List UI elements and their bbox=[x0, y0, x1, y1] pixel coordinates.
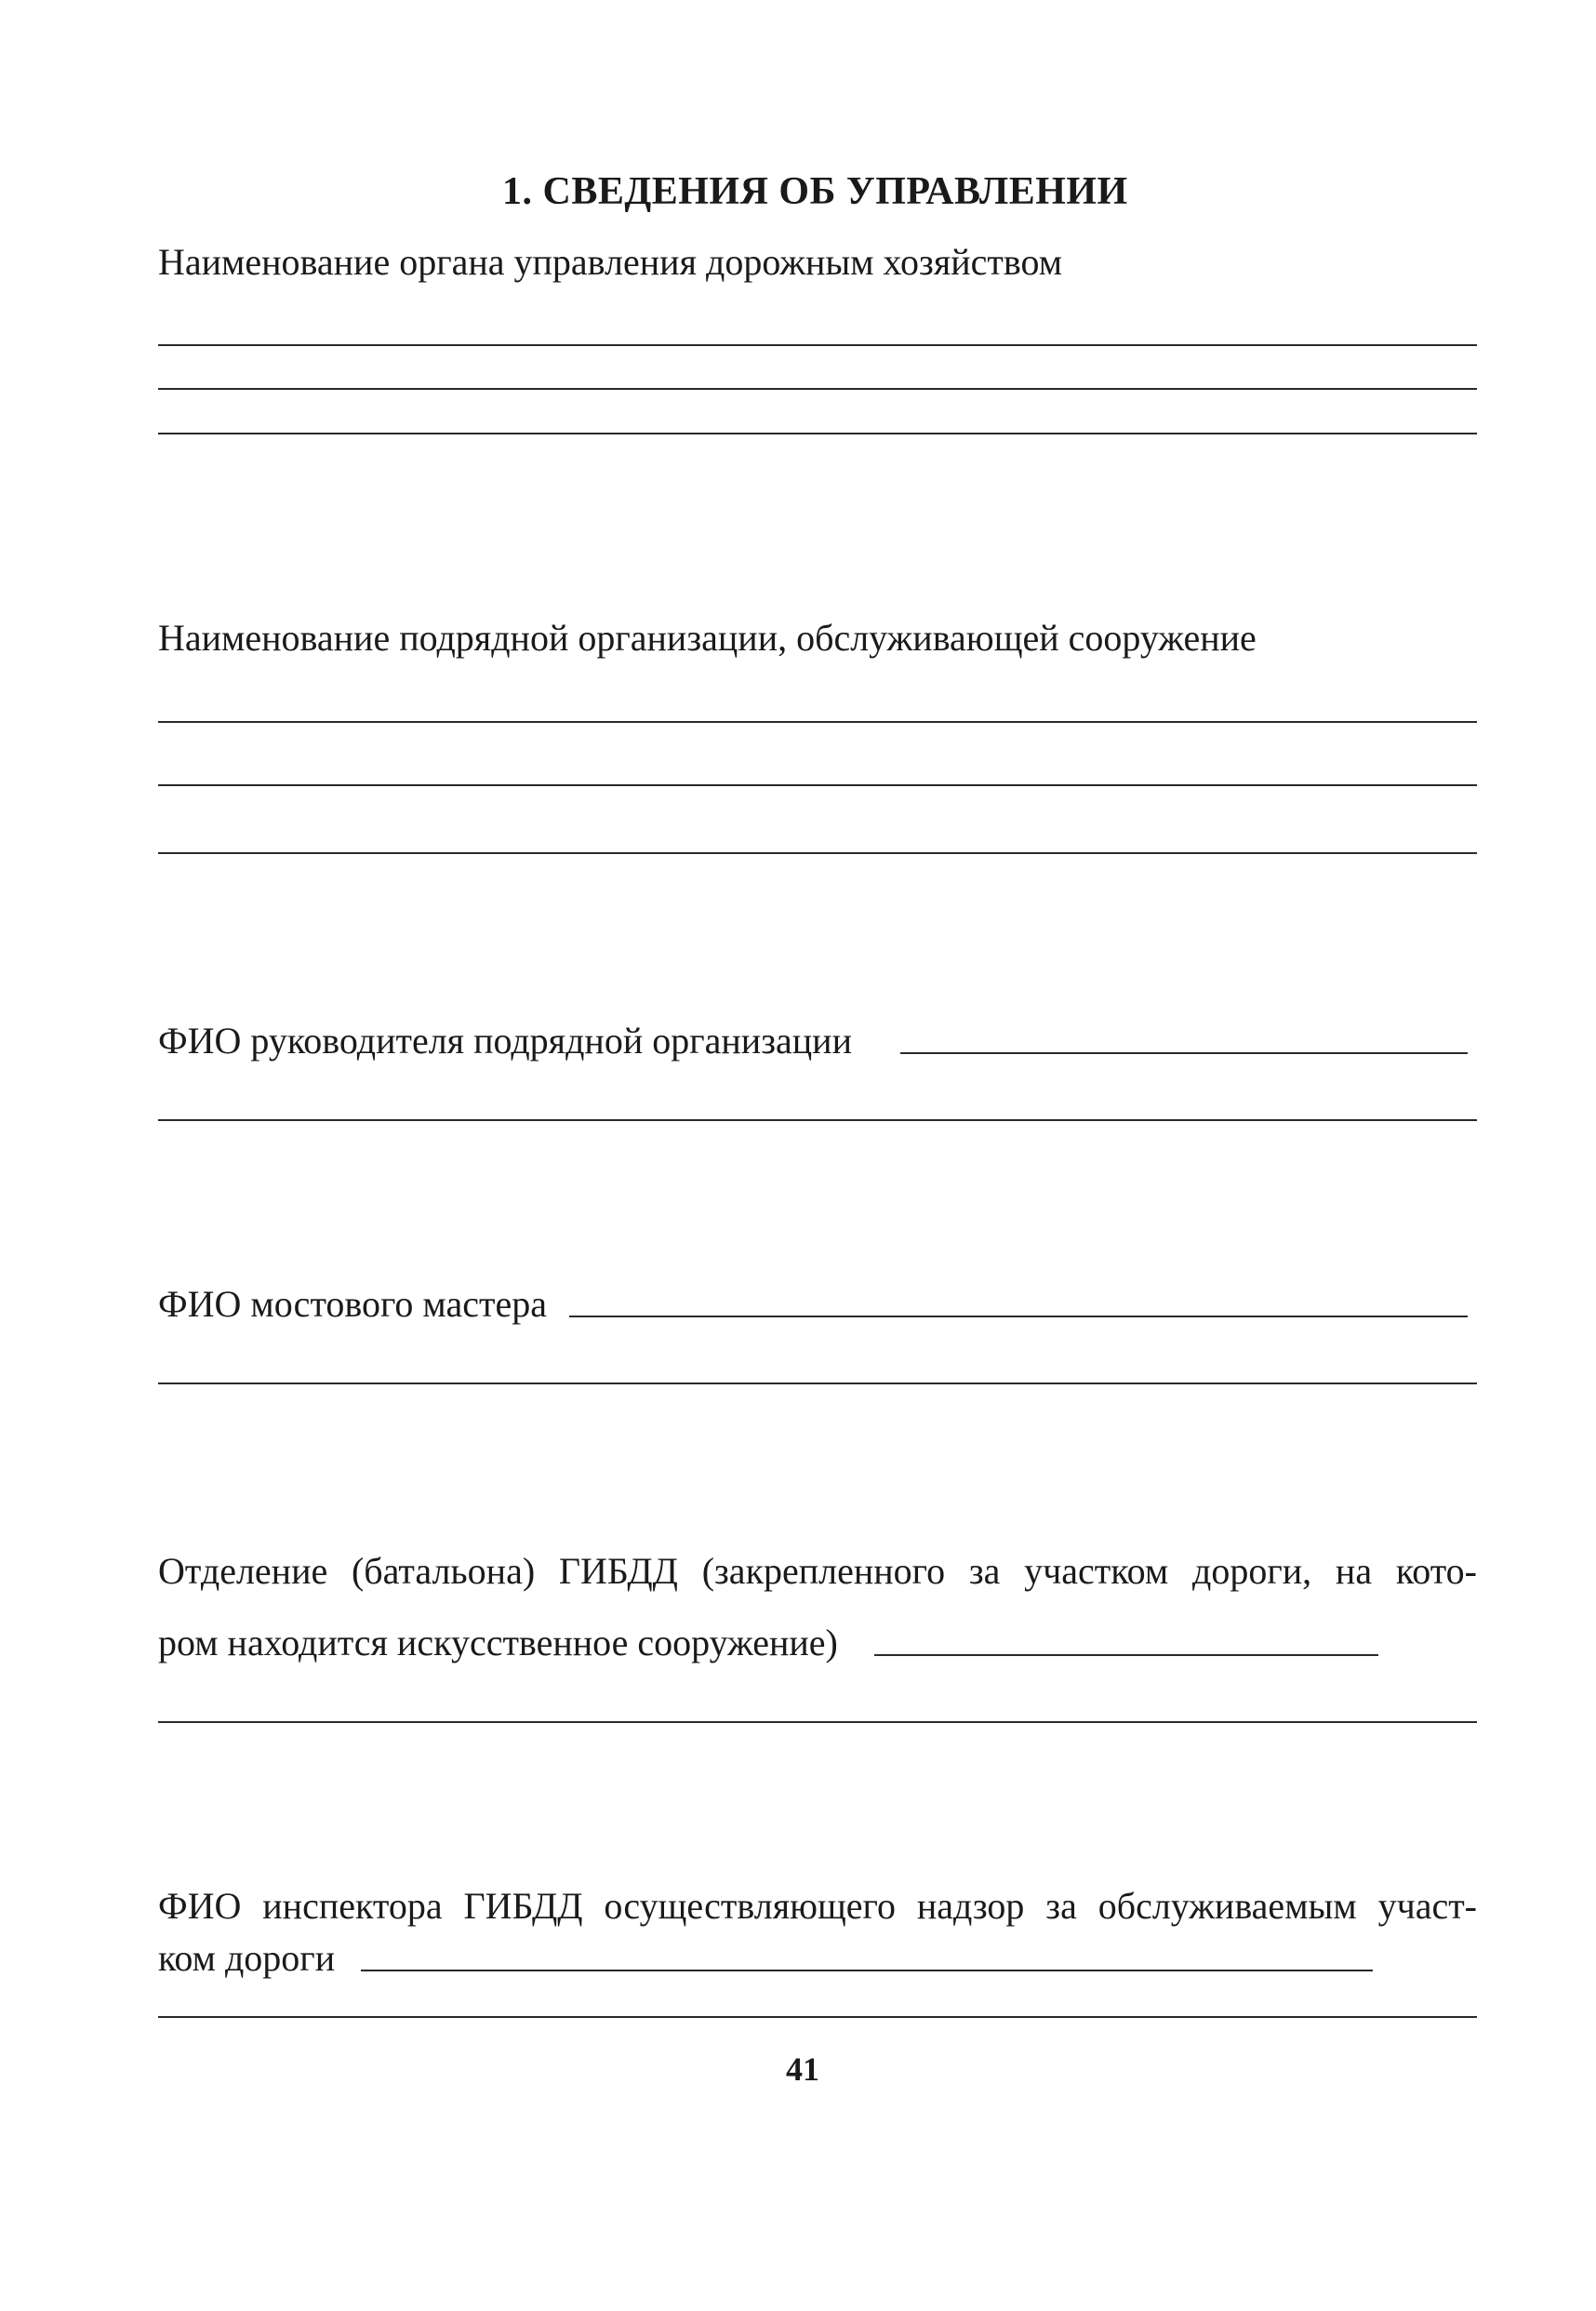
bridge-master-label: ФИО мостового мастера bbox=[158, 1283, 547, 1325]
contractor-head-line-2[interactable] bbox=[158, 1119, 1477, 1121]
contractor-head-label: ФИО руководителя подрядной организации bbox=[158, 1020, 852, 1062]
contractor-line-3[interactable] bbox=[158, 852, 1477, 854]
gibdd-inspector-label-line-2: ком дороги bbox=[158, 1937, 336, 1979]
road-authority-line-1[interactable] bbox=[158, 344, 1477, 346]
gibdd-unit-inline-line[interactable] bbox=[874, 1654, 1378, 1656]
contractor-label: Наименование подрядной организации, обслуживающей сооружение bbox=[158, 617, 1257, 659]
gibdd-inspector-line-2[interactable] bbox=[158, 2016, 1477, 2018]
gibdd-unit-label-line-1: Отделение (батальона) ГИБДД (закрепленного за участком дороги, на кото- bbox=[158, 1550, 1477, 1592]
road-authority-line-2[interactable] bbox=[158, 388, 1477, 390]
section-heading: 1. СВЕДЕНИЯ ОБ УПРАВЛЕНИИ bbox=[502, 170, 1128, 213]
bridge-master-inline-line[interactable] bbox=[569, 1316, 1468, 1317]
gibdd-inspector-inline-line[interactable] bbox=[361, 1970, 1373, 1971]
gibdd-unit-label-line-2: ром находится искусственное сооружение) bbox=[158, 1622, 838, 1663]
road-authority-label: Наименование органа управления дорожным хозяйством bbox=[158, 241, 1063, 283]
gibdd-unit-line-2[interactable] bbox=[158, 1721, 1477, 1723]
contractor-line-1[interactable] bbox=[158, 721, 1477, 723]
road-authority-line-3[interactable] bbox=[158, 433, 1477, 434]
contractor-head-inline-line[interactable] bbox=[900, 1052, 1468, 1054]
gibdd-inspector-label-line-1: ФИО инспектора ГИБДД осуществляющего надзор за обслуживаемым участ- bbox=[158, 1885, 1477, 1927]
contractor-line-2[interactable] bbox=[158, 784, 1477, 786]
page-number: 41 bbox=[786, 2051, 819, 2088]
bridge-master-line-2[interactable] bbox=[158, 1383, 1477, 1384]
